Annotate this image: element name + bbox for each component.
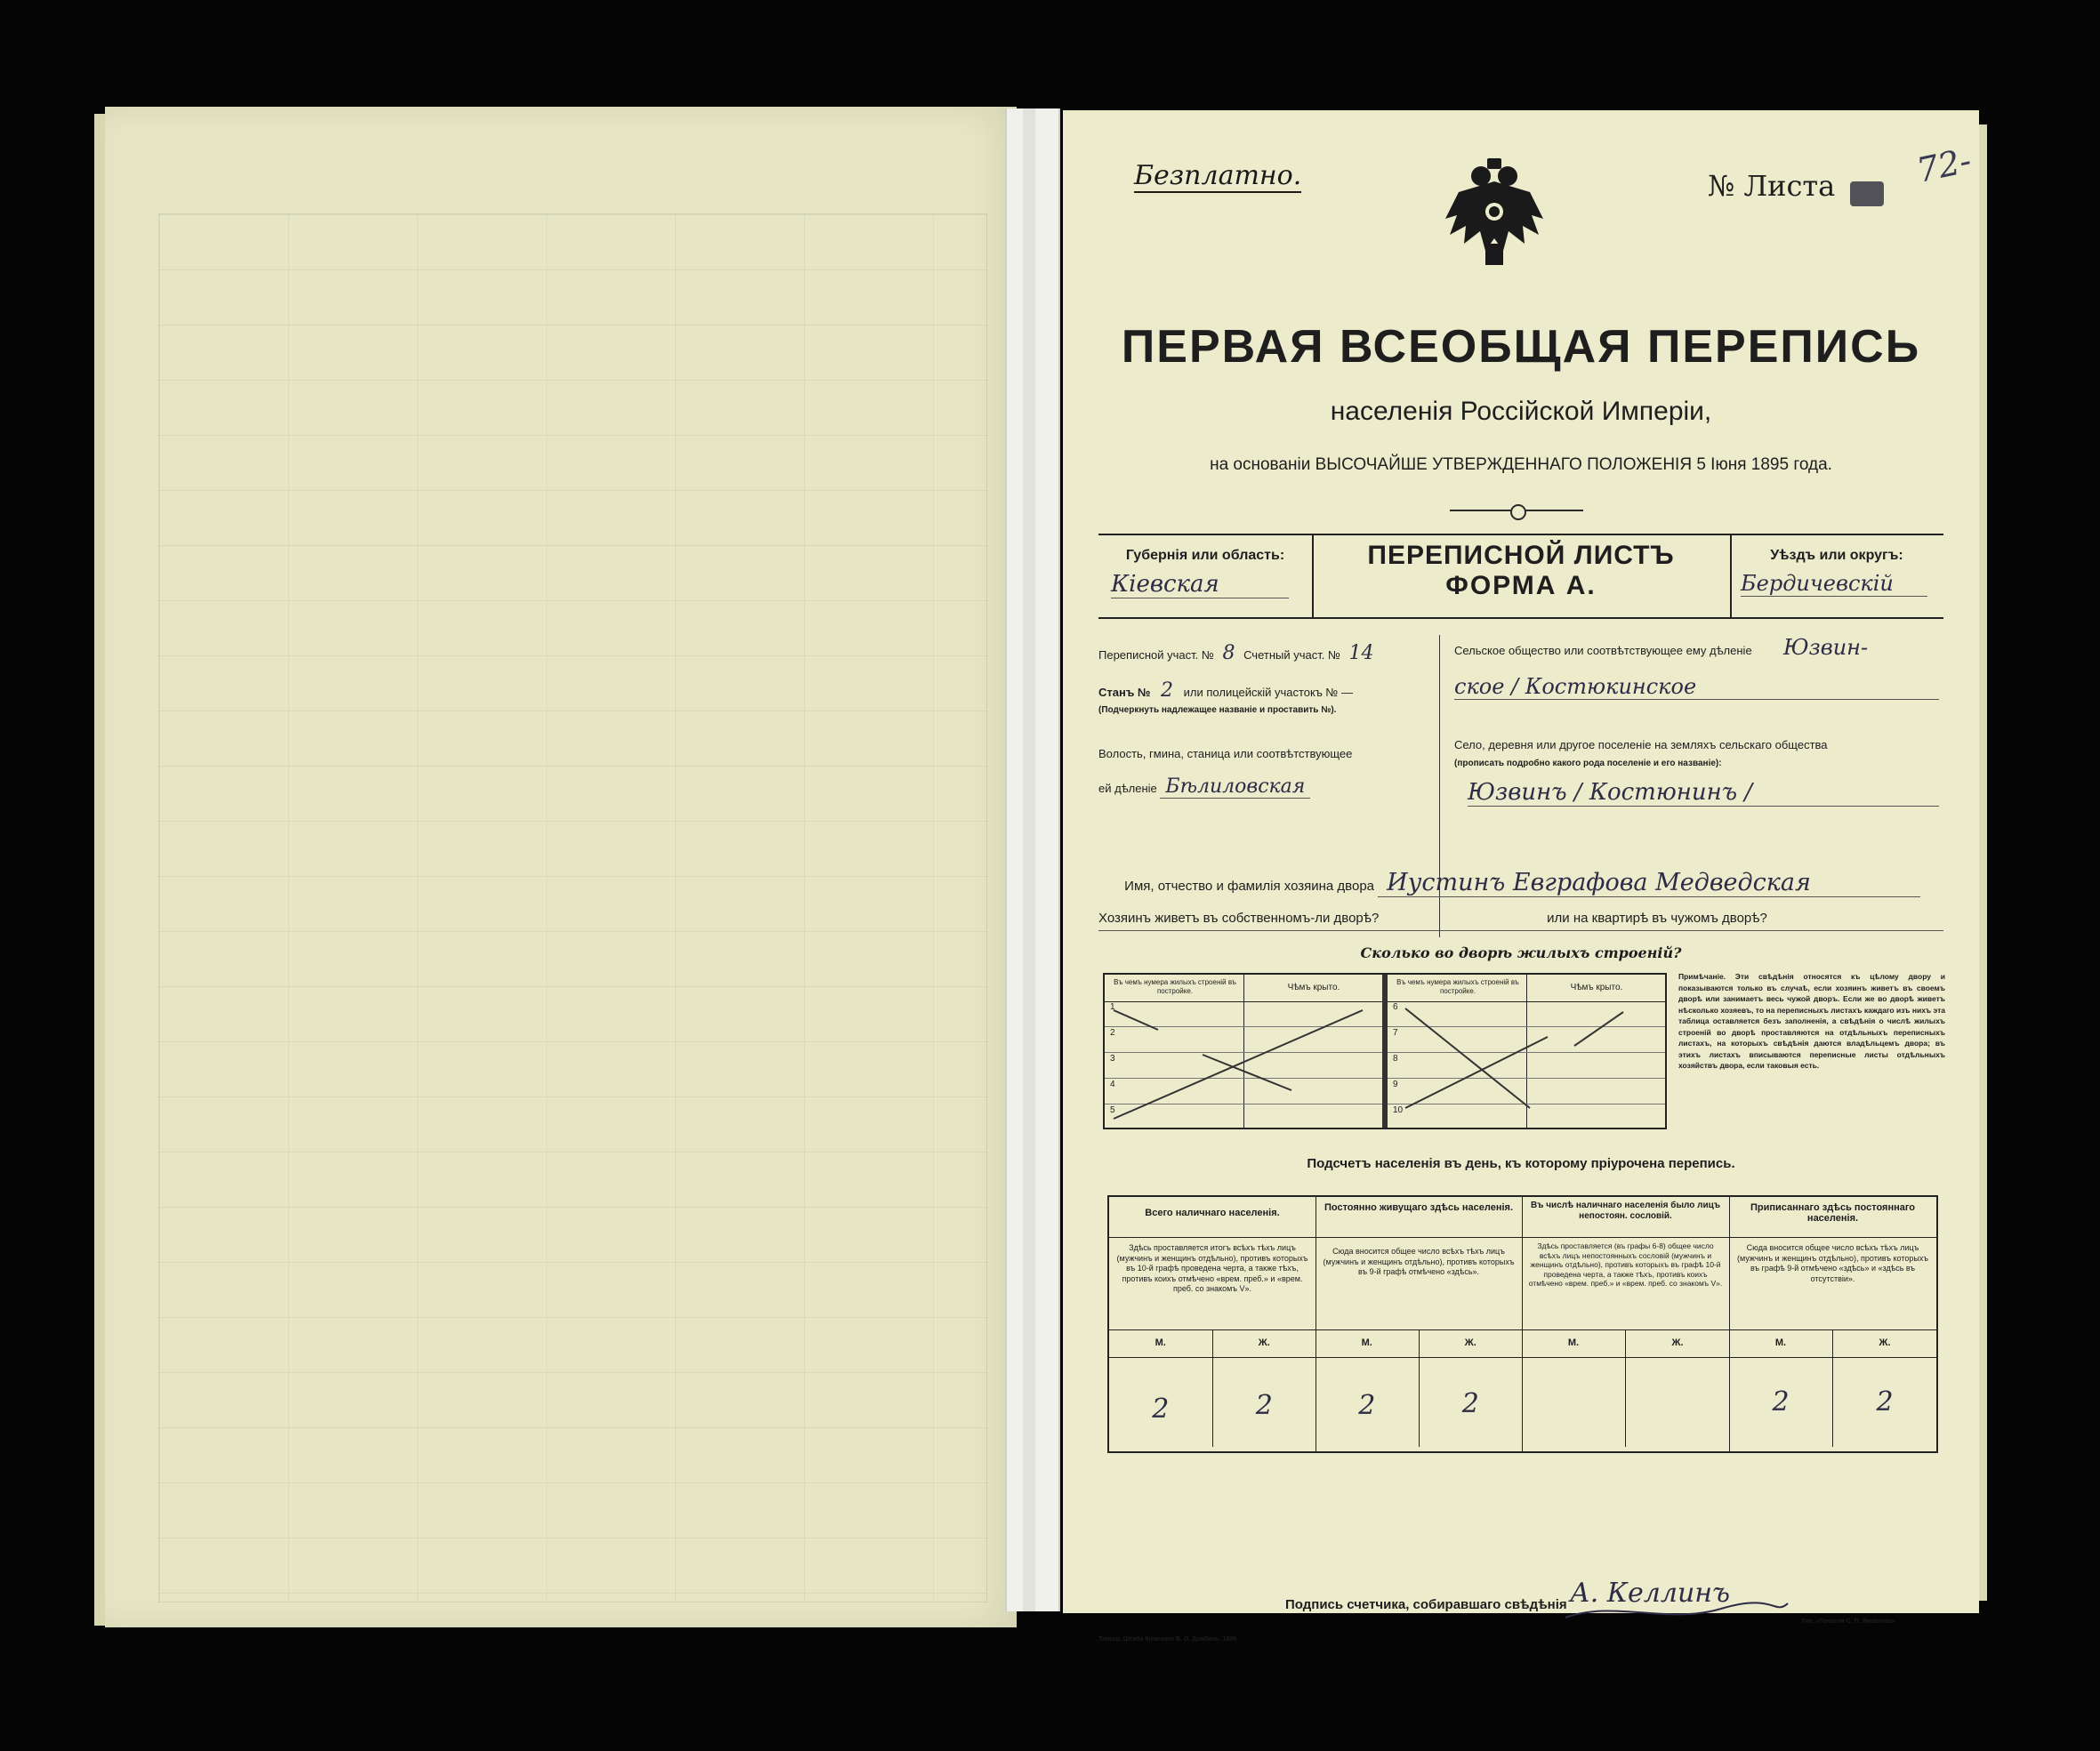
imperial-eagle-emblem (1441, 157, 1548, 272)
village-label: Село, деревня или другое поселеніе на земляхъ сельскаго общества (1454, 738, 1828, 751)
left-page (105, 107, 1017, 1627)
province-value: Кіевская (1111, 571, 1289, 598)
male-label: М. (1729, 1330, 1833, 1357)
census-district-value: 8 (1222, 642, 1235, 664)
male-label: М. (1109, 1330, 1213, 1357)
form-title-line-2: ФОРМА А. (1445, 571, 1597, 600)
female-label: Ж. (1258, 1337, 1270, 1348)
police-value: — (1341, 686, 1354, 699)
free-label: Безплатно. (1134, 160, 1302, 191)
female-count (1626, 1358, 1729, 1447)
buildings-col-roof-right: Чѣмъ крыто. (1570, 983, 1623, 992)
district-cell (1730, 535, 1943, 617)
population-column-desc: Здѣсь проставляется итогъ всѣхъ тѣхъ лицъ (мужчинъ и женщинъ отдѣльно), противъ которыхъ въ 10-й графѣ проведена черта, а также тѣхъ, противъ коихъ отмѣчено «врем. преб.» и «врем. преб. со знакомъ V». (1109, 1238, 1316, 1330)
population-column (1316, 1197, 1523, 1451)
province-cell (1098, 535, 1314, 617)
district-label: Уѣздъ или округъ: (1770, 548, 1903, 563)
printer-imprint-left: Типогр. Штаба Кіевскаго В. О. Довбань. 1896 (1098, 1636, 1237, 1643)
counting-district-label: Счетный участ. № (1243, 648, 1340, 662)
female-label: Ж. (1879, 1337, 1891, 1348)
census-district-label: Переписной участ. № (1098, 648, 1214, 662)
buildings-col-number-left: Въ чемъ нумера жилыхъ строеній въ постройке. (1114, 978, 1236, 995)
volost-label-2: ей дѣленіе (1098, 782, 1157, 795)
census-district-line (1098, 642, 1436, 664)
residence-line (1098, 911, 1943, 926)
male-count: 2 (1109, 1358, 1213, 1447)
stan-line (1098, 679, 1436, 702)
district-value: Бердичевскій (1741, 571, 1927, 597)
population-title: Подсчетъ населенія въ день, къ которому пріурочена перепись. (1307, 1156, 1735, 1171)
buildings-table (1103, 973, 1667, 1129)
counting-district-value: 14 (1348, 642, 1374, 664)
population-column-head: Приписаннаго здѣсь постояннаго населенія. (1729, 1197, 1936, 1238)
form-title-cell (1312, 535, 1732, 617)
male-label: М. (1522, 1330, 1626, 1357)
owner-line (1098, 869, 1943, 897)
building-row: 1 (1105, 1001, 1382, 1027)
population-column-desc: Здѣсь проставляется (въ графы 6-8) общее число всѣхъ лицъ непостоянныхъ сословій (мужчинъ и женщинъ отдѣльно), противъ которыхъ въ графѣ 10-й проведена черта, а также тѣхъ, противъ коихъ отмѣчено «врем. преб.» и «врем. преб. со знакомъ V». (1522, 1238, 1729, 1330)
population-column-desc: Сюда вносится общее число всѣхъ тѣхъ лицъ (мужчинъ и женщинъ отдѣльно), противъ которыхъ въ графѣ 9-й отмѣчено «здѣсь» и «здѣсь въ отсутствіи». (1729, 1238, 1936, 1330)
stan-label: Станъ № (1098, 686, 1151, 699)
society-value-1: Юзвин- (1783, 635, 1869, 660)
volost-line (1098, 775, 1436, 798)
building-row: 5 (1110, 1105, 1115, 1115)
rented-label: или на квартирѣ въ чужомъ дворѣ? (1547, 911, 1767, 926)
building-row: 2 (1105, 1027, 1382, 1053)
sheet-number-label: № Листа (1708, 169, 1836, 203)
volost-label: Волость, гмина, станица или соотвѣтствующее (1098, 747, 1353, 760)
binding-spine-inner (1023, 108, 1035, 1611)
population-column-head: Постоянно живущаго здѣсь населенія. (1316, 1197, 1522, 1238)
building-row: 4 (1105, 1079, 1382, 1104)
census-basis-line: на основаніи ВЫСОЧАЙШЕ УТВЕРЖДЕННАГО ПОЛОЖЕНІЯ 5 Іюня 1895 года. (1210, 455, 1832, 474)
ornamental-divider-dot (1510, 504, 1526, 520)
signature-flourish (1561, 1591, 1792, 1627)
buildings-left-half (1105, 975, 1382, 1128)
population-column-head: Всего наличнаго населенія. (1109, 1197, 1316, 1238)
left-page-faint-table (158, 213, 987, 1602)
signature-value: А. Келлинъ (1570, 1578, 1731, 1609)
census-subtitle: населенія Россійской Имперіи, (1330, 397, 1712, 426)
buildings-col-roof-left: Чѣмъ крыто. (1287, 983, 1340, 992)
population-table (1107, 1195, 1938, 1453)
population-column-desc: Сюда вносится общее число всѣхъ тѣхъ лицъ (мужчинъ и женщинъ отдѣльно), противъ которыхъ въ 9-й графѣ отмѣчено «здѣсь». (1316, 1238, 1522, 1330)
buildings-cross-out-right (1388, 1001, 1665, 1126)
province-label: Губернія или область: (1125, 548, 1285, 563)
building-row: 6 (1388, 1001, 1665, 1027)
village-value: Юзвинъ / Костюнинъ / (1468, 779, 1939, 807)
population-column (1109, 1197, 1316, 1451)
male-count: 2 (1729, 1358, 1833, 1447)
building-row: 10 (1393, 1105, 1404, 1115)
building-row: 9 (1388, 1079, 1665, 1104)
residence-underline (1098, 930, 1943, 931)
building-row: 7 (1388, 1027, 1665, 1053)
form-title-line-1: ПЕРЕПИСНОЙ ЛИСТЪ (1367, 541, 1675, 570)
owner-value: Иустинъ Евграфова Медведская (1378, 869, 1920, 897)
society-label: Сельское общество или соотвѣтствующее ему дѣленіе (1454, 644, 1752, 657)
male-count (1522, 1358, 1626, 1447)
buildings-note: Примѣчаніе. Эти свѣдѣнія относятся къ цѣлому двору и показываются только въ случаѣ, если хозяинъ живетъ въ своемъ дворѣ или занимаетъ весь чужой дворъ. Если же во дворѣ живетъ нѣсколько хозяевъ, то на переписныхъ листахъ каждаго изъ нихъ эта таблица оставляется безъ заполненія, а свѣдѣнія о числѣ жилыхъ строеній во дворѣ проставляются на отдѣльныхъ переписныхъ листахъ, на которыхъ свѣдѣнія даются владѣльцемъ двора; въ этихъ листахъ вписываются переписные листы отдѣльныхъ хозяйствъ двора, если таковыя есть. (1678, 972, 1945, 1070)
buildings-col-number-right: Въ чемъ нумера жилыхъ строеній въ постройке. (1396, 978, 1519, 995)
buildings-right-half (1388, 975, 1665, 1128)
police-label: или полицейскій участокъ № (1183, 686, 1339, 699)
population-column (1522, 1197, 1730, 1451)
buildings-question: Сколько во дворѣ жилыхъ строеній? (1360, 944, 1682, 961)
sheet-number-ink-blot (1850, 181, 1884, 206)
female-count: 2 (1255, 1390, 1273, 1421)
census-form-page (1063, 110, 1979, 1643)
buildings-cross-out-left (1105, 1001, 1382, 1126)
volost-value: Бѣлиловская (1160, 775, 1310, 799)
signature-label: Подпись счетчика, собиравшаго свѣдѣнія (1285, 1597, 1567, 1612)
form-header-box (1098, 534, 1943, 619)
female-count: 2 (1461, 1388, 1479, 1419)
female-count: 2 (1876, 1386, 1894, 1418)
female-label: Ж. (1671, 1337, 1684, 1348)
building-row: 8 (1388, 1053, 1665, 1079)
village-note: (прописать подробно какого рода поселеніе и его названіе): (1454, 759, 1722, 768)
printer-imprint-right: Тип. «Печатня С. П. Яковлева» (1801, 1618, 1895, 1625)
male-label: М. (1316, 1330, 1420, 1357)
building-row: 3 (1105, 1053, 1382, 1079)
population-column-head: Въ числѣ наличнаго населенія было лицъ непостоян. сословій. (1522, 1197, 1729, 1238)
male-count: 2 (1316, 1358, 1420, 1447)
census-main-title: ПЕРВАЯ ВСЕОБЩАЯ ПЕРЕПИСЬ (1121, 321, 1921, 373)
corner-sheet-mark: 72- (1913, 141, 1975, 190)
owner-label: Имя, отчество и фамилія хозяина двора (1124, 879, 1374, 894)
own-yard-label: Хозяинъ живетъ въ собственномъ-ли дворѣ? (1098, 911, 1380, 926)
female-label: Ж. (1464, 1337, 1476, 1348)
stan-value: 2 (1161, 679, 1174, 702)
police-note: (Подчеркнуть надлежащее названіе и проставить №). (1098, 705, 1337, 715)
society-value-2: ское / Костюкинское (1454, 674, 1939, 700)
population-column (1729, 1197, 1936, 1451)
